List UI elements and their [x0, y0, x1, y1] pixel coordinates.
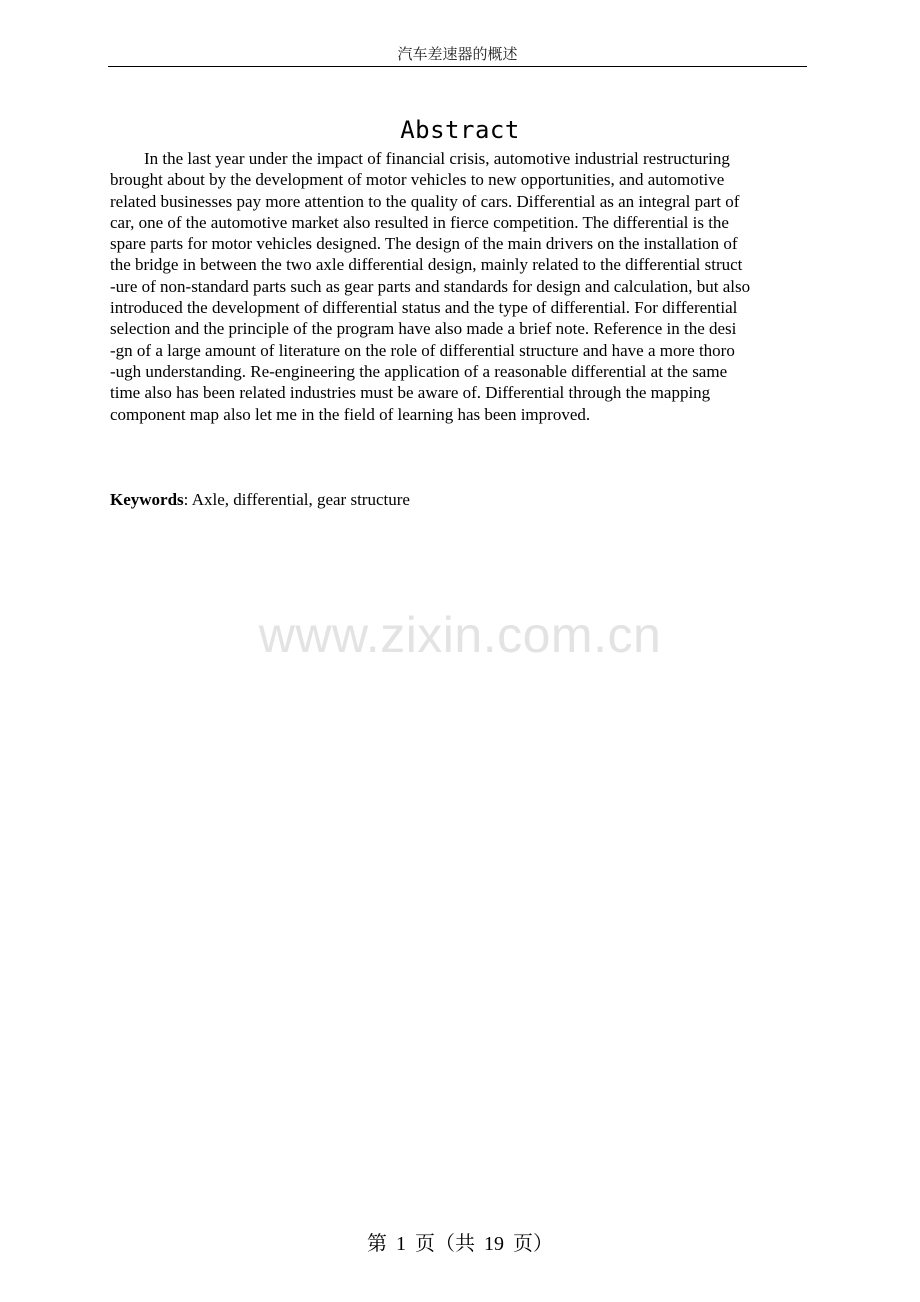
abstract-body: In the last year under the impact of financial crisis, automotive industrial restructuring brought about by the development of motor vehicles to new opportunities, and automotive related businesses pay more attention to the quality of cars. Differential as an integral part of car, one of the automotive market also resulted in fierce competition. The differential is the spare parts for motor vehicles designed. The design of the main drivers on the installation of the bridge in between the two axle differential design, mainly related to the differential struct -ure of non-standard parts such as gear parts and standards for design and calculation, but also introduced the development of differential status and the type of differential. For differential selection and the principle of the program have also made a brief note. Reference in the desi -gn of a large amount of literature on the role of differential structure and have a more thoro -ugh understanding. Re-engineering the application of a reasonable differential at the same time also has been related industries must be aware of. Differential through the mapping component map also let me in the field of learning has been improved.: [110, 149, 751, 424]
page-header-title: 汽车差速器的概述: [397, 47, 518, 63]
keywords-value: Axle, differential, gear structure: [191, 490, 410, 509]
header-divider: [108, 66, 807, 67]
page-number-footer: 第 1 页（共 19 页）: [367, 1233, 553, 1255]
abstract-heading: Abstract: [400, 116, 520, 144]
watermark-text: www.zixin.com.cn: [258, 607, 662, 663]
keywords-label: Keywords: [110, 490, 184, 509]
keywords-line: [110, 489, 810, 511]
keywords-separator: :: [183, 490, 192, 509]
